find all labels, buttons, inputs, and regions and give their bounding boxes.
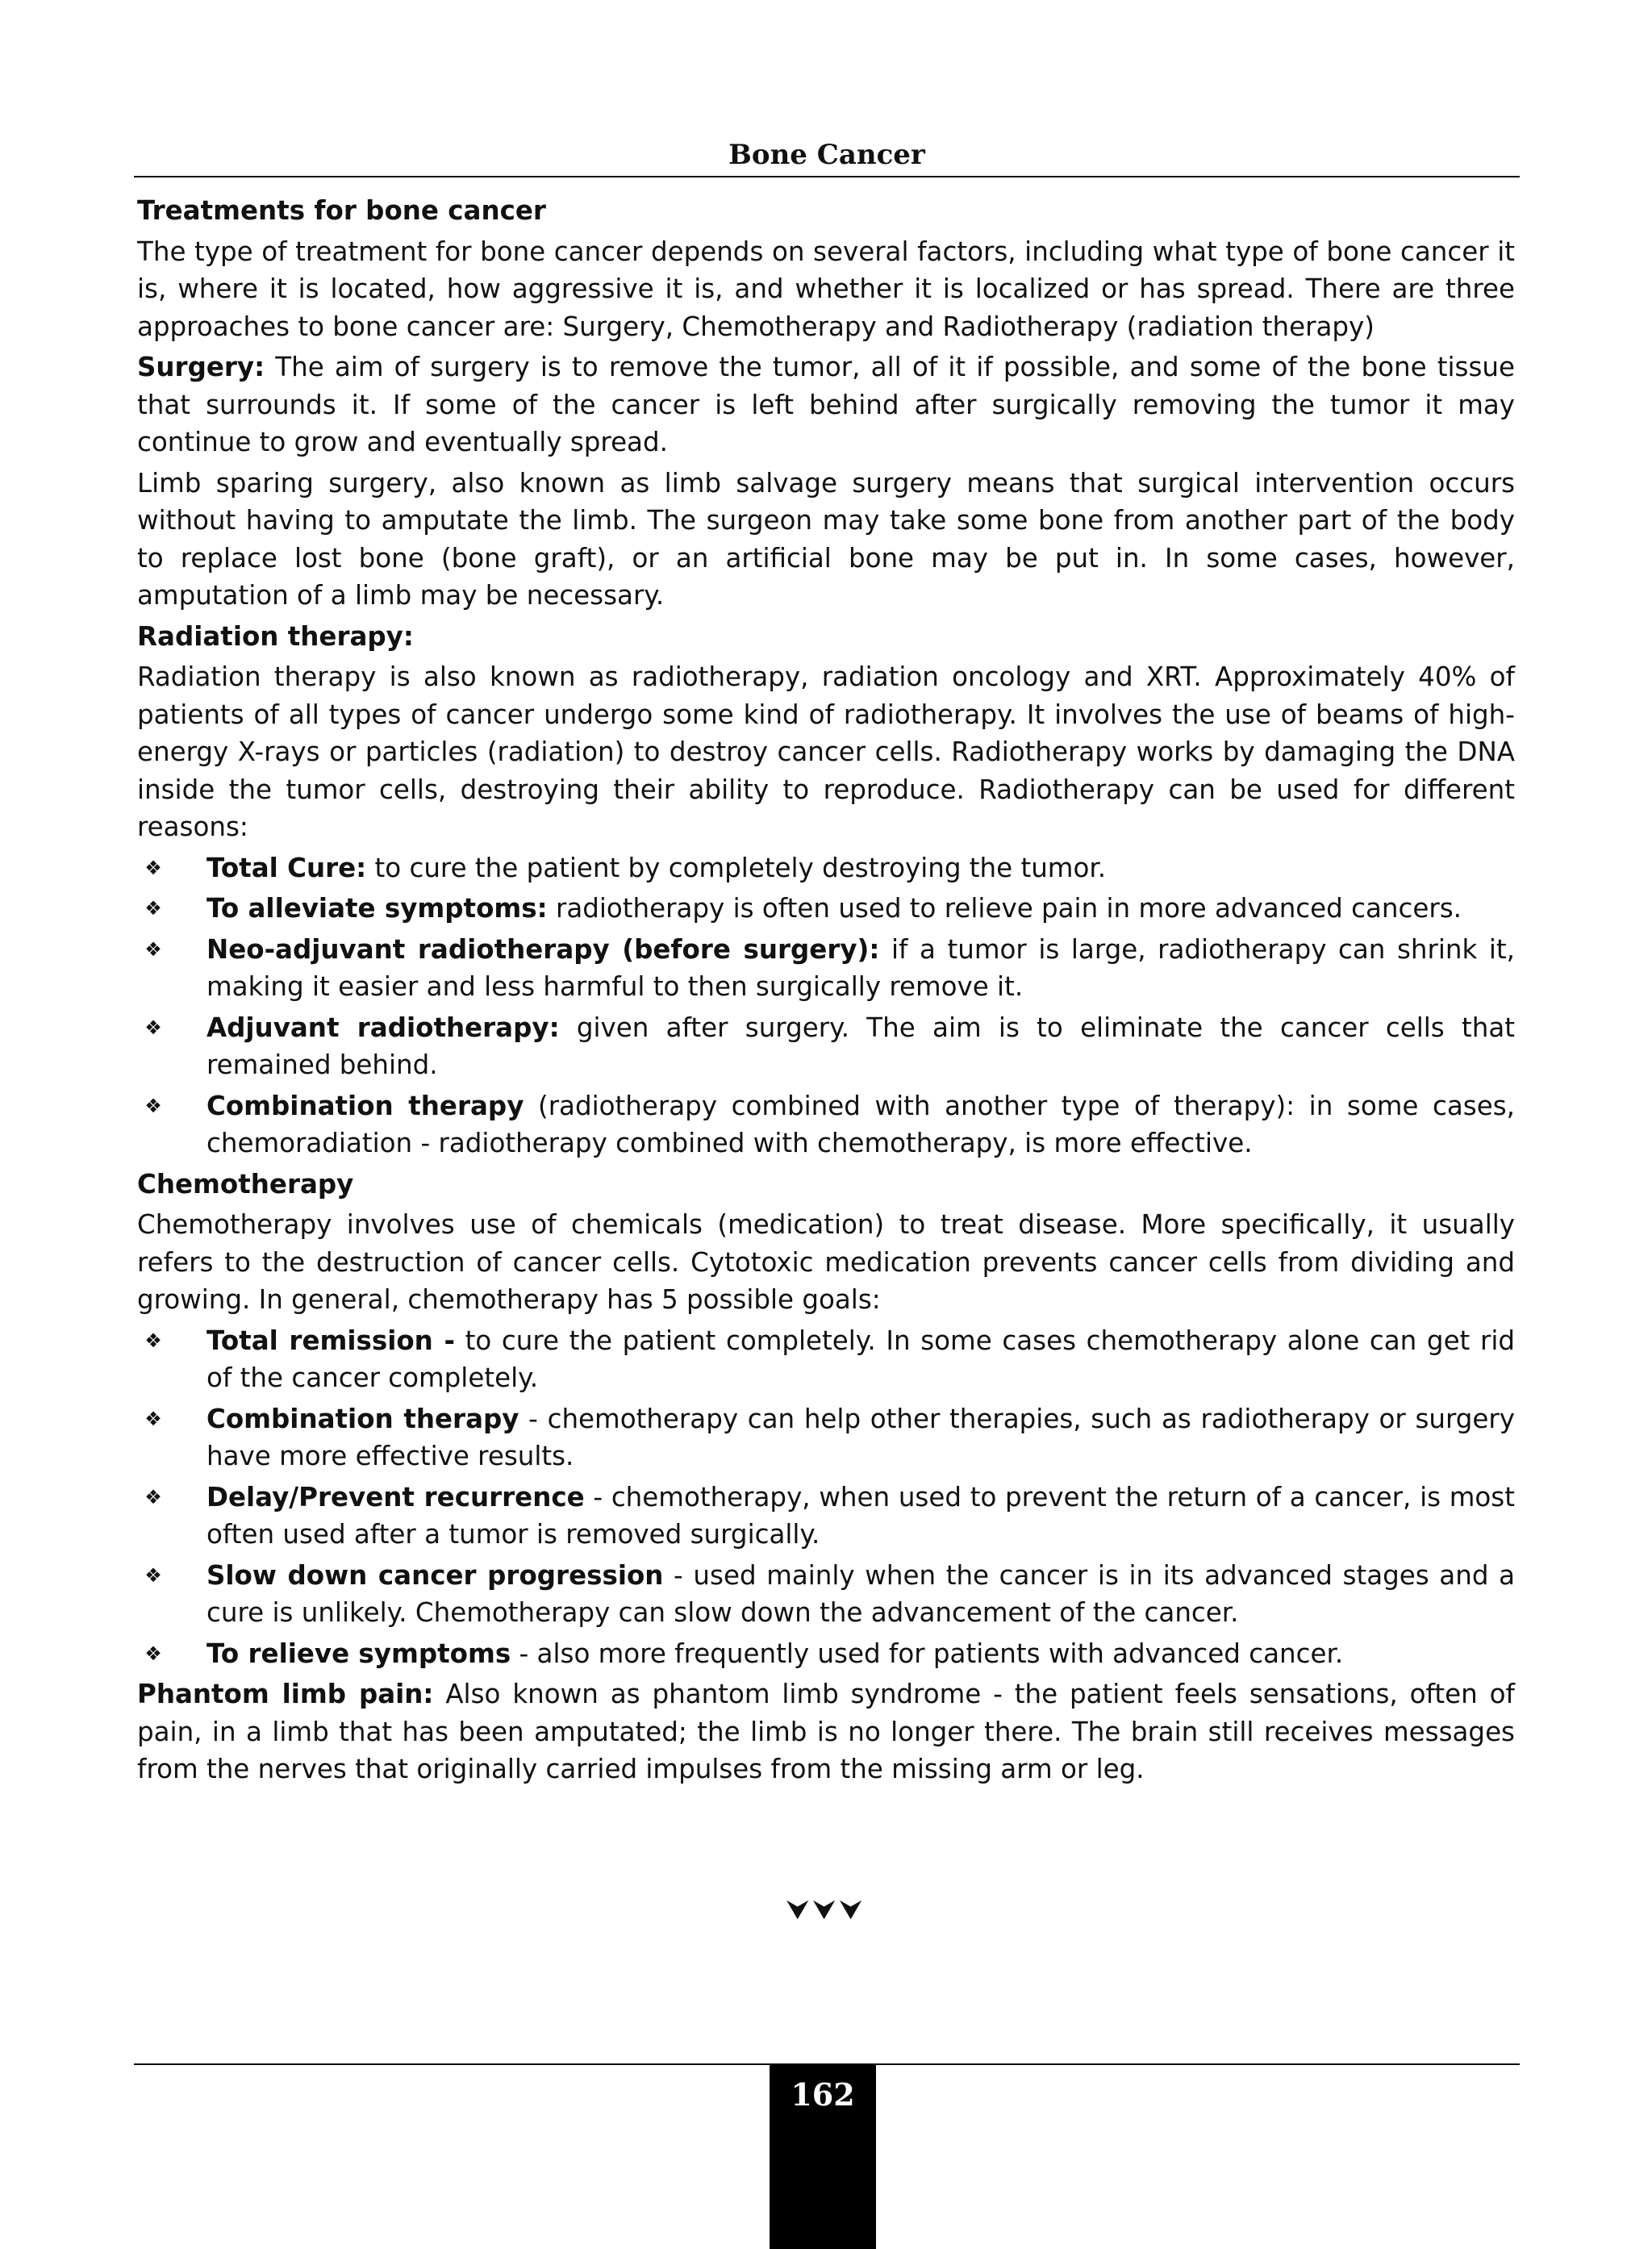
section-heading-chemotherapy: Chemotherapy bbox=[137, 1168, 354, 1200]
list-item-text: to cure the patient completely. In some cases chemotherapy alone can get rid of the cancer completely. bbox=[206, 1325, 1515, 1393]
list-item bbox=[137, 1479, 1515, 1554]
section-heading-treatments: Treatments for bone cancer bbox=[137, 195, 546, 226]
list-item bbox=[137, 890, 1515, 928]
paragraph-limb-sparing: Limb sparing surgery, also known as limb salvage surgery means that surgical intervention occurs without having to amputate the limb. The surgeon may take some bone from another part of the body to replace lost bone (bone graft), or an artificial bone may be put in. In some cases, however, amputation of a limb may be necessary. bbox=[137, 467, 1515, 611]
chemotherapy-goals-list bbox=[137, 1322, 1515, 1673]
diamond-bullet-icon: ❖ bbox=[144, 856, 162, 879]
paragraph-chemotherapy-intro: Chemotherapy involves use of chemicals (medication) to treat disease. More specifically, it usually refers to the destruction of cancer cells. Cytotoxic medication prevents cancer cells from dividing and growing. In general, chemotherapy has 5 possible goals: bbox=[137, 1209, 1515, 1315]
list-item-text: radiotherapy is often used to relieve pain in more advanced cancers. bbox=[547, 893, 1462, 924]
phantom-label: Phantom limb pain: bbox=[137, 1679, 434, 1709]
list-item-text: if a tumor is large, radiotherapy can shrink it, making it easier and less harmful to then surgically remove it. bbox=[206, 933, 1515, 1002]
diamond-bullet-icon: ❖ bbox=[144, 937, 162, 961]
diamond-bullet-icon: ❖ bbox=[144, 1642, 162, 1665]
list-item-label: Combination therapy bbox=[206, 1403, 519, 1434]
list-item-label: To alleviate symptoms: bbox=[206, 893, 548, 924]
surgery-text: The aim of surgery is to remove the tumor, all of it if possible, and some of the bone tissue that surrounds it. If some of the cancer is left behind after surgically removing the tumor it may continue to grow and eventually spread. bbox=[137, 352, 1515, 457]
list-item bbox=[137, 849, 1515, 887]
paragraph-phantom-limb bbox=[137, 1675, 1515, 1788]
radiation-reasons-list bbox=[137, 849, 1515, 1162]
surgery-label: Surgery: bbox=[137, 352, 265, 382]
list-item-label: Delay/Prevent recurrence bbox=[206, 1481, 585, 1513]
list-item bbox=[137, 1557, 1515, 1632]
phantom-text: Also known as phantom limb syndrome - the patient feels sensations, often of pain, in a limb that has been amputated; the limb is no longer there. The brain still receives messages from the nerves that originally carried impulses from the missing arm or leg. bbox=[137, 1679, 1515, 1784]
list-item bbox=[137, 1322, 1515, 1397]
header-rule bbox=[134, 176, 1520, 177]
running-header: Bone Cancer bbox=[728, 139, 925, 171]
list-item-text: - used mainly when the cancer is in its advanced stages and a cure is unlikely. Chemotherapy can slow down the advancement of the cancer. bbox=[206, 1559, 1515, 1628]
diamond-bullet-icon: ❖ bbox=[144, 1563, 162, 1587]
list-item-text: to cure the patient by completely destroying the tumor. bbox=[366, 852, 1107, 883]
list-item-label: Slow down cancer progression bbox=[206, 1559, 664, 1591]
list-item bbox=[137, 1087, 1515, 1162]
paragraph-surgery bbox=[137, 348, 1515, 461]
paragraph-radiation-intro: Radiation therapy is also known as radiotherapy, radiation oncology and XRT. Approximately 40% of patients of all types of cancer undergo some kind of radiotherapy. It involves the use of beams of high-energy X-rays or particles (radiation) to destroy cancer cells. Radiotherapy works by damaging the DNA inside the tumor cells, destroying their ability to reproduce. Radiotherapy can be used for different reasons: bbox=[137, 661, 1515, 842]
list-item bbox=[137, 931, 1515, 1006]
list-item-text: - chemotherapy, when used to prevent the return of a cancer, is most often used after a tumor is removed surgically. bbox=[206, 1481, 1515, 1550]
list-item-text: - also more frequently used for patients with advanced cancer. bbox=[511, 1638, 1344, 1669]
section-end-ornament-icon: ⮟⮟⮟ bbox=[786, 1894, 866, 1926]
diamond-bullet-icon: ❖ bbox=[144, 1485, 162, 1508]
list-item-label: Total Cure: bbox=[206, 852, 367, 883]
list-item bbox=[137, 1009, 1515, 1084]
page-number-tab bbox=[770, 2063, 876, 2249]
diamond-bullet-icon: ❖ bbox=[144, 1016, 162, 1039]
list-item-label: Total remission - bbox=[206, 1325, 455, 1356]
diamond-bullet-icon: ❖ bbox=[144, 1407, 162, 1430]
list-item-label: Neo-adjuvant radiotherapy (before surgery): bbox=[206, 933, 880, 965]
section-heading-radiation: Radiation therapy: bbox=[137, 620, 414, 652]
diamond-bullet-icon: ❖ bbox=[144, 1329, 162, 1352]
diamond-bullet-icon: ❖ bbox=[144, 897, 162, 920]
list-item-label: Combination therapy bbox=[206, 1090, 524, 1121]
list-item-text: (radiotherapy combined with another type of therapy): in some cases, chemoradiation - radiotherapy combined with chemotherapy, is more effective. bbox=[206, 1090, 1515, 1158]
list-item bbox=[137, 1635, 1515, 1673]
list-item-label: Adjuvant radiotherapy: bbox=[206, 1012, 560, 1043]
list-item-label: To relieve symptoms bbox=[206, 1638, 511, 1669]
list-item bbox=[137, 1400, 1515, 1475]
list-item-text: given after surgery. The aim is to eliminate the cancer cells that remained behind. bbox=[206, 1012, 1515, 1080]
paragraph-treatments-intro: The type of treatment for bone cancer depends on several factors, including what type of bone cancer it is, where it is located, how aggressive it is, and whether it is localized or has spread. There are three approaches to bone cancer are: Surgery, Chemotherapy and Radiotherapy (radiation therapy) bbox=[137, 236, 1515, 342]
page-number: 162 bbox=[791, 2076, 855, 2113]
diamond-bullet-icon: ❖ bbox=[144, 1094, 162, 1117]
page-body bbox=[137, 192, 1515, 1792]
list-item-text: - chemotherapy can help other therapies, such as radiotherapy or surgery have more effective results. bbox=[206, 1403, 1515, 1471]
